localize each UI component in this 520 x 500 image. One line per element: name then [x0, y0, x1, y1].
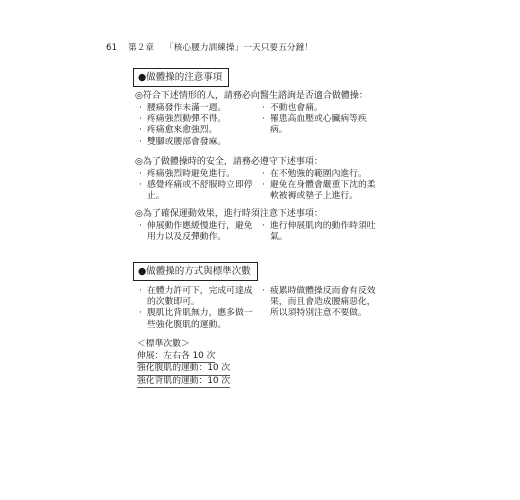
block1-right-list	[262, 103, 367, 137]
list-item: · 伸展動作應緩慢進行，避免	[139, 221, 253, 232]
page-header	[106, 41, 313, 53]
list-item-continuation: 軟被褥或墊子上進行。	[270, 191, 358, 202]
standard-counts-title: ＜標準次數＞	[137, 339, 190, 349]
list-item: · 雙腳或腰部會發麻。	[139, 137, 226, 148]
standard-counts	[137, 339, 230, 388]
block2-left-list	[139, 169, 253, 203]
block3-left-list	[139, 221, 253, 243]
list-item: · 避免在身體會嚴重下沈的柔	[262, 180, 376, 191]
block1-title: ◎符合下述情形的人，請務必向醫生諮詢是否適合做體操：	[135, 91, 368, 101]
list-item: · 罹患高血壓或心臟病等疾	[262, 114, 367, 125]
list-item: · 疼痛強烈動彈不得。	[139, 114, 226, 125]
list-item: · 疲累時做體操反而會有反效	[262, 286, 376, 297]
list-item: · 在體力許可下，完成可達成	[139, 286, 253, 297]
list-item: · 疼痛強烈時避免進行。	[139, 169, 253, 180]
list-item-continuation: 氣。	[270, 232, 288, 243]
list-item-continuation: 些強化腹肌的運動。	[147, 319, 227, 330]
list-item-continuation: 所以須特別注意不要做。	[270, 308, 367, 319]
chapter-title: 「核心腰力訓練操」一天只要五分鐘！	[165, 43, 314, 53]
list-item-continuation: 病。	[270, 125, 288, 136]
block2-title: ◎為了做體操時的安全，請務必遵守下述事項：	[135, 157, 323, 167]
list-item: · 進行伸展肌肉的動作時須吐	[262, 221, 376, 232]
standard-count-row: 強化腹肌的運動：10 次	[137, 363, 230, 376]
standard-count-row: 伸展：左右各 10 次	[137, 351, 215, 364]
list-item: · 在不勉強的範圍內進行。	[262, 169, 376, 180]
list-item-continuation: 果，而且會造成腰痛惡化，	[270, 297, 376, 308]
block3-right-list	[262, 221, 376, 243]
list-item: · 腰痛發作未滿一週。	[139, 103, 226, 114]
chapter-label: 第２章	[128, 43, 155, 53]
section-heading-precautions: ●做體操的注意事項	[133, 68, 229, 87]
list-item: · 感覺疼痛或不舒服時立即停	[139, 180, 253, 191]
block3-title: ◎為了確保運動效果，進行時須注意下述事項：	[135, 209, 323, 219]
section-heading-method: ●做體操的方式與標準次數	[133, 262, 258, 281]
method-right-list	[262, 286, 376, 320]
block1-left-list	[139, 103, 226, 148]
method-left-list	[139, 286, 253, 331]
list-item-continuation: 的次數即可。	[147, 297, 200, 308]
block2-right-list	[262, 169, 376, 203]
standard-count-row: 強化背肌的運動：10 次	[137, 376, 230, 389]
list-item: · 不動也會痛。	[262, 103, 367, 114]
list-item-continuation: 用力以及反彈動作。	[147, 232, 227, 243]
page-number: 61	[106, 43, 118, 53]
list-item: · 腹肌比背肌無力，應多做一	[139, 308, 253, 319]
list-item-continuation: 止。	[147, 191, 165, 202]
list-item: · 疼痛愈來愈強烈。	[139, 125, 226, 136]
